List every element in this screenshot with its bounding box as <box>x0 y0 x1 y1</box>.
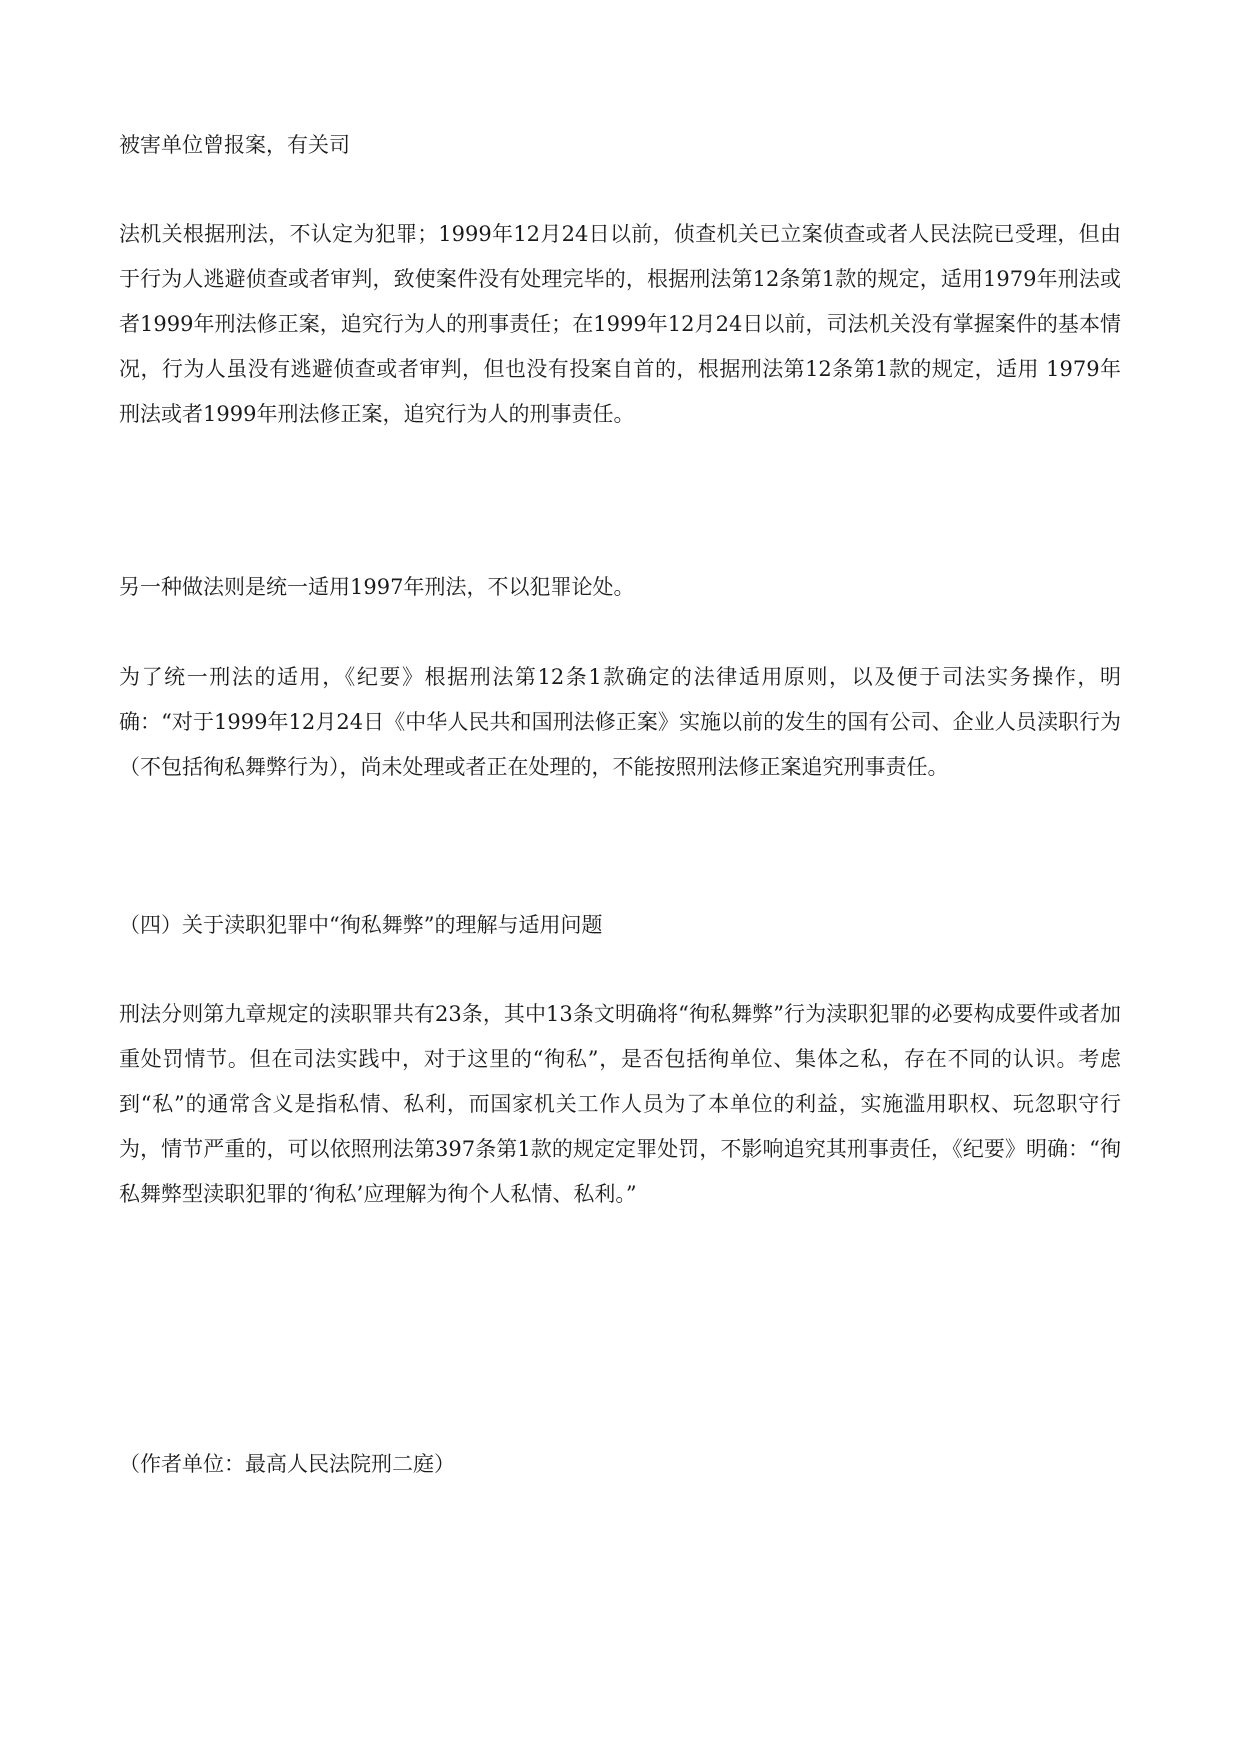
paragraph-favoritism-interpretation: 刑法分则第九章规定的渎职罪共有23条，其中13条文明确将“徇私舞弊”行为渎职犯罪的必要构成要件或者加重处罚情节。但在司法实践中，对于这里的“徇私”，是否包括徇单位、集体之私，存在不同的认识。考虑到“私”的通常含义是指私情、私利，而国家机关工作人员为了本单位的利益，实施滥用职权、玩忽职守行为，情节严重的，可以依照刑法第397条第1款的规定定罪处罚，不影响追究其刑事责任，《纪要》明确：“徇私舞弊型渎职犯罪的‘徇私’应理解为徇个人私情、私利。” <box>119 1002 1121 1206</box>
paragraph-unified-application: 为了统一刑法的适用，《纪要》根据刑法第12条1款确定的法律适用原则，以及便于司法实务操作，明确：“对于1999年12月24日《中华人民共和国刑法修正案》实施以前的发生的国有公司、企业人员渎职行为（不包括徇私舞弊行为），尚未处理或者正在处理的，不能按照刑法修正案追究刑事责任。 <box>119 665 1121 779</box>
author-affiliation: （作者单位：最高人民法院刑二庭） <box>119 1452 455 1476</box>
paragraph-fragment: 被害单位曾报案，有关司 <box>119 133 350 157</box>
paragraph-legal-application: 法机关根据刑法，不认定为犯罪；1999年12月24日以前，侦查机关已立案侦查或者人民法院已受理，但由于行为人逃避侦查或者审判，致使案件没有处理完毕的，根据刑法第12条第1款的规定，适用1979年刑法或者1999年刑法修正案，追究行为人的刑事责任；在1999年12月24日以前，司法机关没有掌握案件的基本情况，行为人虽没有逃避侦查或者审判，但也没有投案自首的，根据刑法第12条第1款的规定，适用 1979年刑法或者1999年刑法修正案，追究行为人的刑事责任。 <box>119 222 1121 426</box>
section-heading: （四）关于渎职犯罪中“徇私舞弊”的理解与适用问题 <box>119 913 603 937</box>
paragraph-alternative-practice: 另一种做法则是统一适用1997年刑法，不以犯罪论处。 <box>119 575 635 599</box>
